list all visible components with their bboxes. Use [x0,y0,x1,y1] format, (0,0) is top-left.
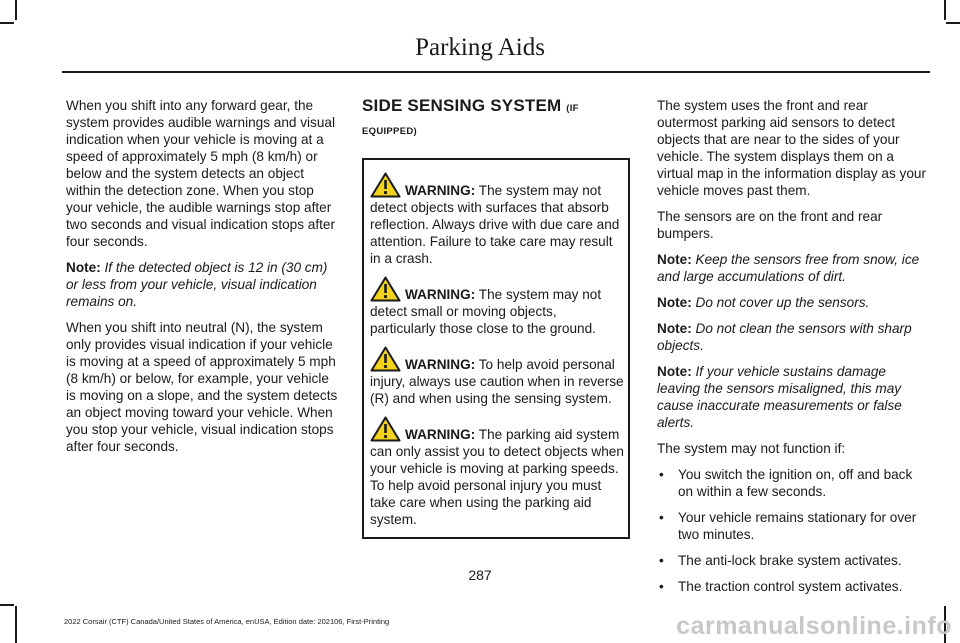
warning-text: The system may not detect small or moving objects, particularly those close to the ground. [370,287,602,336]
note-text: Keep the sensors free from snow, ice and large accumulations of dirt. [657,252,920,284]
bullet-icon: • [659,553,664,568]
page-header-title: Parking Aids [415,34,545,61]
note-label: Note: [657,252,692,267]
list-item-text: You switch the ignition on, off and back on within a few seconds. [678,467,913,499]
bullet-icon: • [659,510,664,525]
warning-label: WARNING: [405,357,476,372]
list-item [657,466,930,500]
note [657,294,930,311]
warning-triangle-icon [370,416,401,442]
warning-text: The parking aid system can only assist you to detect objects when your vehicle is moving at parking speeds. To help avoid personal injury you must take care when using the parking aid system. [370,427,624,527]
note-label: Note: [657,295,692,310]
list-item-text: The traction control system activates. [678,579,903,594]
bullet-icon: • [659,579,664,594]
note-text: If the detected object is 12 in (30 cm) or less from your vehicle, visual indication remains on. [66,260,328,309]
warning-text: The system may not detect objects with surfaces that absorb reflection. Always drive with due care and attention. Failure to take care may result in a crash. [370,183,620,266]
watermark: carmanualsonline.info [676,612,952,640]
warning-triangle-icon [370,276,401,302]
bullet-icon: • [659,467,664,482]
crop-mark [15,0,17,20]
section-title [362,96,630,142]
warning-label: WARNING: [405,287,476,302]
note-label: Note: [66,260,101,275]
column-middle [362,97,630,539]
note [657,363,930,431]
note-text: If your vehicle sustains damage leaving the sensors misaligned, this may cause inaccurate measurements or false alerts. [657,364,902,430]
note [66,259,338,310]
warning-triangle-icon [370,172,401,198]
section-title-suffix: (IF EQUIPPED) [362,103,579,137]
warning-label: WARNING: [405,427,476,442]
note-label: Note: [657,364,692,379]
crop-mark [0,604,14,606]
page-number: 287 [468,567,492,583]
note-label: Note: [657,321,692,336]
crop-mark [946,22,960,24]
paragraph: When you shift into neutral (N), the system only provides visual indication if your vehicle is moving at a speed of approximately 5 mph (8 km/h) or below, for example, your vehicle is moving on a slope, and the system detects an object moving toward your vehicle. When you stop your vehicle, visual indication stops after four seconds. [66,320,338,454]
warning-label: WARNING: [405,183,476,198]
crop-mark [944,0,946,20]
warning-triangle-icon [370,346,401,372]
section-title-text: SIDE SENSING SYSTEM [362,96,562,115]
crop-mark [0,22,14,24]
list-item [657,509,930,543]
note [657,320,930,354]
header-rule [62,71,930,73]
warning-box [362,158,630,539]
note-text: Do not clean the sensors with sharp objects. [657,321,912,353]
column-left [66,97,338,464]
note-text: Do not cover up the sensors. [695,295,870,310]
paragraph: When you shift into any forward gear, the system provides audible warnings and visual indication when your vehicle is moving at a speed of approximately 5 mph (8 km/h) or below and the system detects an object within the detection zone. When you stop your vehicle, the audible warnings stop after two seconds and visual indication stops after four seconds. [66,98,336,249]
warning-text: To help avoid personal injury, always use caution when in reverse (R) and when using the sensing system. [370,357,624,406]
warning-item [370,276,626,337]
warning-item [370,416,626,528]
paragraph: The system may not function if: [657,441,846,456]
crop-mark [15,606,17,643]
note [657,251,930,285]
paragraph: The system uses the front and rear outermost parking aid sensors to detect objects that are near to the sides of your vehicle. The system displays them on a virtual map in the information display as your vehicle moves past them. [657,98,926,198]
warning-item [370,172,626,267]
warning-item [370,346,626,407]
list-item-text: Your vehicle remains stationary for over two minutes. [678,510,917,542]
edition-footer: 2022 Corsair (CTF) Canada/United States of America, enUSA, Edition date: 202106, First-Printing [64,617,390,626]
column-right [657,97,930,604]
paragraph: The sensors are on the front and rear bumpers. [657,209,883,241]
list-item-text: The anti-lock brake system activates. [678,553,902,568]
